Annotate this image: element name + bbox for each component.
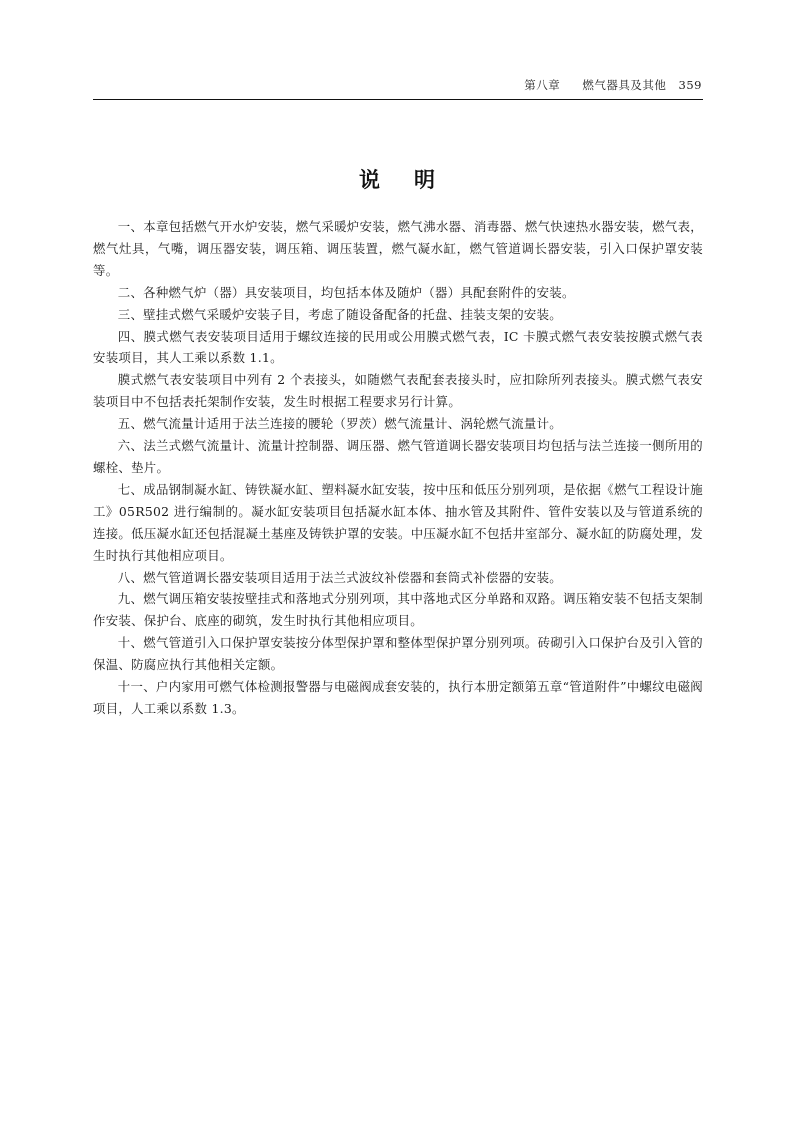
paragraph-1: 一、本章包括燃气开水炉安装，燃气采暖炉安装，燃气沸水器、消毒器、燃气快速热水器安装，燃气表，燃气灶具，气嘴，调压器安装，调压箱、调压装置，燃气凝水缸，燃气管道调长器安装，引入口保护罩安装等。 xyxy=(93,219,703,278)
body-text xyxy=(93,216,703,720)
paragraph-2: 二、各种燃气炉（器）具安装项目，均包括本体及随炉（器）具配套附件的安装。 xyxy=(117,284,575,300)
header-rule xyxy=(93,99,703,100)
paragraph-3: 三、壁挂式燃气采暖炉安装子目，考虑了随设备配备的托盘、挂装支架的安装。 xyxy=(117,306,562,322)
chapter-title: 燃气器具及其他 xyxy=(582,78,667,92)
paragraph-8: 七、成品钢制凝水缸、铸铁凝水缸、塑料凝水缸安装，按中压和低压分别列项，是依据《燃气工程设计施工》05R502 进行编制的。凝水缸安装项目包括凝水缸本体、抽水管及其附件、管件安装以及与管道系统的连接。低压凝水缸还包括混凝土基座及铸铁护罩的安装。中压凝水缸不包括井室部分、凝水缸的防腐处理，发生时执行其他相应项目。 xyxy=(93,481,703,563)
paragraph-4: 四、膜式燃气表安装项目适用于螺纹连接的民用或公用膜式燃气表，IC 卡膜式燃气表安装按膜式燃气表安装项目，其人工乘以系数 1.1。 xyxy=(93,328,703,366)
page-number: 359 xyxy=(678,78,702,92)
paragraph-6: 五、燃气流量计适用于法兰连接的腰轮（罗茨）燃气流量计、涡轮燃气流量计。 xyxy=(117,416,562,432)
paragraph-12: 十一、户内家用可燃气体检测报警器与电磁阀成套安装的，执行本册定额第五章“管道附件”中螺纹电磁阀项目，人工乘以系数 1.3。 xyxy=(93,679,703,716)
paragraph-10: 九、燃气调压箱安装按壁挂式和落地式分别列项，其中落地式区分单路和双路。调压箱安装不包括支架制作安装、保护台、底座的砌筑，发生时执行其他相应项目。 xyxy=(93,591,703,629)
running-header xyxy=(524,77,702,93)
paragraph-9: 八、燃气管道调长器安装项目适用于法兰式波纹补偿器和套筒式补偿器的安装。 xyxy=(117,569,562,585)
chapter-label: 第八章 xyxy=(524,78,561,92)
paragraph-11: 十、燃气管道引入口保护罩安装按分体型保护罩和整体型保护罩分别列项。砖砌引入口保护台及引入管的保温、防腐应执行其他相关定额。 xyxy=(93,635,703,673)
section-title: 说明 xyxy=(359,167,469,192)
paragraph-7: 六、法兰式燃气流量计、流量计控制器、调压器、燃气管道调长器安装项目均包括与法兰连接一侧所用的螺栓、垫片。 xyxy=(93,438,703,475)
paragraph-5: 膜式燃气表安装项目中列有 2 个表接头，如随燃气表配套表接头时，应扣除所列表接头。膜式燃气表安装项目中不包括表托架制作安装，发生时根据工程要求另行计算。 xyxy=(93,372,703,410)
